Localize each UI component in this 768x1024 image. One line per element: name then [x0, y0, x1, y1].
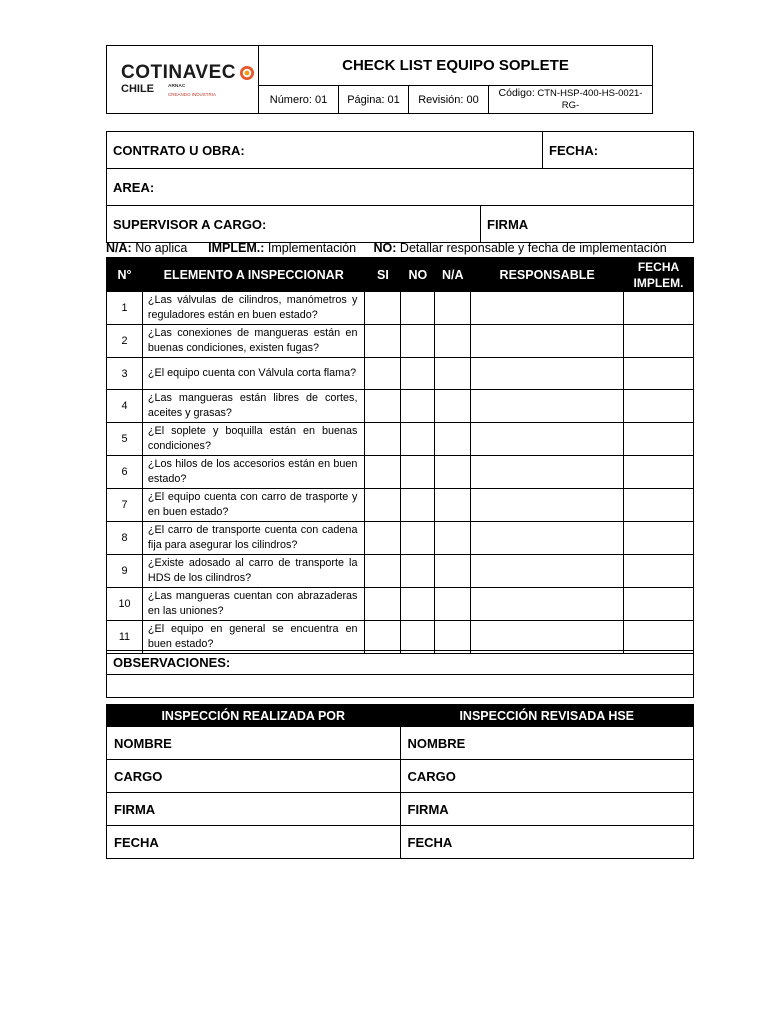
fecha-implem-field[interactable]: [624, 358, 694, 390]
responsable-field[interactable]: [471, 456, 624, 489]
document-code-label: Código:: [498, 87, 535, 99]
logo: [107, 46, 259, 114]
logo-country: CHILE: [121, 82, 154, 95]
observaciones-field[interactable]: [107, 675, 694, 698]
fecha-field[interactable]: FECHA:: [543, 132, 694, 169]
row-number: 1: [107, 292, 143, 325]
header-si: SI: [365, 258, 401, 292]
no-checkbox[interactable]: [401, 555, 435, 588]
no-checkbox[interactable]: [401, 489, 435, 522]
sig-right-field[interactable]: CARGO: [400, 760, 694, 793]
na-checkbox[interactable]: [435, 522, 471, 555]
row-number: 2: [107, 325, 143, 358]
no-checkbox[interactable]: [401, 456, 435, 489]
responsable-field[interactable]: [471, 489, 624, 522]
sig-left-field[interactable]: FECHA: [107, 826, 401, 859]
document-revision: Revisión: 00: [409, 86, 489, 114]
no-checkbox[interactable]: [401, 390, 435, 423]
no-checkbox[interactable]: [401, 588, 435, 621]
si-checkbox[interactable]: [365, 390, 401, 423]
sig-left-field[interactable]: CARGO: [107, 760, 401, 793]
observaciones-table: [106, 650, 694, 698]
checklist-header-row: [107, 258, 694, 292]
sig-right-field[interactable]: NOMBRE: [400, 727, 694, 760]
row-number: 11: [107, 621, 143, 654]
sig-left-field[interactable]: FIRMA: [107, 793, 401, 826]
na-checkbox[interactable]: [435, 325, 471, 358]
row-question: ¿Las válvulas de cilindros, manómetros y reguladores están en buen estado?: [142, 292, 365, 325]
sig-header-right: INSPECCIÓN REVISADA HSE: [400, 705, 694, 727]
responsable-field[interactable]: [471, 358, 624, 390]
header-fecha-line2: IMPLEM.: [633, 275, 684, 290]
na-checkbox[interactable]: [435, 621, 471, 654]
row-question: ¿El equipo cuenta con Válvula corta flama?: [142, 358, 365, 390]
row-question: ¿El equipo en general se encuentra en buen estado?: [142, 621, 365, 654]
responsable-field[interactable]: [471, 292, 624, 325]
checklist-row: [107, 588, 694, 621]
si-checkbox[interactable]: [365, 292, 401, 325]
checklist-body: [107, 292, 694, 654]
area-field[interactable]: AREA:: [107, 169, 694, 206]
logo-wordmark: COTINAVEC: [121, 61, 236, 83]
signature-row: [107, 793, 694, 826]
row-question: ¿Las mangueras cuentan con abrazaderas en las uniones?: [142, 588, 365, 621]
no-checkbox[interactable]: [401, 358, 435, 390]
fecha-implem-field[interactable]: [624, 423, 694, 456]
fecha-implem-field[interactable]: [624, 390, 694, 423]
header-num: N°: [107, 258, 143, 292]
checklist-row: [107, 390, 694, 423]
na-checkbox[interactable]: [435, 390, 471, 423]
no-checkbox[interactable]: [401, 522, 435, 555]
row-number: 4: [107, 390, 143, 423]
row-question: ¿El soplete y boquilla están en buenas condiciones?: [142, 423, 365, 456]
na-checkbox[interactable]: [435, 588, 471, 621]
row-number: 9: [107, 555, 143, 588]
row-question: ¿Los hilos de los accesorios están en buen estado?: [142, 456, 365, 489]
legend-no-key: NO:: [373, 241, 397, 255]
responsable-field[interactable]: [471, 423, 624, 456]
no-checkbox[interactable]: [401, 621, 435, 654]
logo-swirl-icon: [239, 64, 255, 82]
logo-subbrand: ARNAC: [168, 83, 186, 89]
na-checkbox[interactable]: [435, 423, 471, 456]
header-na: N/A: [435, 258, 471, 292]
na-checkbox[interactable]: [435, 555, 471, 588]
no-checkbox[interactable]: [401, 292, 435, 325]
na-checkbox[interactable]: [435, 358, 471, 390]
si-checkbox[interactable]: [365, 456, 401, 489]
legend: [106, 241, 706, 255]
checklist-row: [107, 292, 694, 325]
checklist-row: [107, 522, 694, 555]
signature-row: [107, 760, 694, 793]
na-checkbox[interactable]: [435, 292, 471, 325]
row-question: ¿Las mangueras están libres de cortes, aceites y grasas?: [142, 390, 365, 423]
document-header: [106, 45, 653, 114]
checklist-row: [107, 325, 694, 358]
fecha-implem-field[interactable]: [624, 522, 694, 555]
si-checkbox[interactable]: [365, 588, 401, 621]
info-table: [106, 131, 694, 243]
row-number: 8: [107, 522, 143, 555]
row-number: 10: [107, 588, 143, 621]
legend-impl-key: IMPLEM.:: [208, 241, 265, 255]
fecha-implem-field[interactable]: [624, 588, 694, 621]
checklist-row: [107, 423, 694, 456]
row-question: ¿Las conexiones de mangueras están en buenas condiciones, existen fugas?: [142, 325, 365, 358]
logo-subtext: CREANDO INDUSTRIA: [168, 91, 217, 97]
si-checkbox[interactable]: [365, 489, 401, 522]
header-fecha-line1: FECHA: [637, 259, 680, 274]
checklist-row: [107, 621, 694, 654]
responsable-field[interactable]: [471, 390, 624, 423]
legend-na-text: No aplica: [135, 241, 188, 255]
signature-table: [106, 704, 694, 859]
fecha-implem-field[interactable]: [624, 621, 694, 654]
document-title: CHECK LIST EQUIPO SOPLETE: [259, 46, 653, 86]
checklist-row: [107, 456, 694, 489]
sig-right-field[interactable]: FECHA: [400, 826, 694, 859]
responsable-field[interactable]: [471, 588, 624, 621]
responsable-field[interactable]: [471, 522, 624, 555]
sig-left-field[interactable]: NOMBRE: [107, 727, 401, 760]
signature-row: [107, 727, 694, 760]
na-checkbox[interactable]: [435, 456, 471, 489]
no-checkbox[interactable]: [401, 325, 435, 358]
legend-no-text: Detallar responsable y fecha de implementación: [399, 241, 667, 255]
signature-row: [107, 826, 694, 859]
sig-right-field[interactable]: FIRMA: [400, 793, 694, 826]
si-checkbox[interactable]: [365, 522, 401, 555]
fecha-implem-field[interactable]: [624, 489, 694, 522]
si-checkbox[interactable]: [365, 358, 401, 390]
checklist-row: [107, 489, 694, 522]
row-number: 7: [107, 489, 143, 522]
row-question: ¿Existe adosado al carro de transporte la HDS de los cilindros?: [142, 555, 365, 588]
header-fecha-implem: [624, 258, 694, 292]
legend-na-key: N/A:: [106, 241, 132, 255]
checklist-table: [106, 257, 694, 654]
si-checkbox[interactable]: [365, 423, 401, 456]
checklist-row: [107, 555, 694, 588]
fecha-implem-field[interactable]: [624, 325, 694, 358]
si-checkbox[interactable]: [365, 325, 401, 358]
no-checkbox[interactable]: [401, 423, 435, 456]
header-elemento: ELEMENTO A INSPECCIONAR: [142, 258, 365, 292]
responsable-field[interactable]: [471, 621, 624, 654]
row-number: 3: [107, 358, 143, 390]
document-code: [489, 86, 653, 114]
document-number: Número: 01: [259, 86, 339, 114]
responsable-field[interactable]: [471, 325, 624, 358]
contrato-field[interactable]: CONTRATO U OBRA:: [107, 132, 543, 169]
row-question: ¿El carro de transporte cuenta con cadena fija para asegurar los cilindros?: [142, 522, 365, 555]
fecha-implem-field[interactable]: [624, 555, 694, 588]
header-no: NO: [401, 258, 435, 292]
row-number: 5: [107, 423, 143, 456]
document-page: Página: 01: [339, 86, 409, 114]
header-responsable: RESPONSABLE: [471, 258, 624, 292]
fecha-implem-field[interactable]: [624, 456, 694, 489]
row-number: 6: [107, 456, 143, 489]
document-code-value: CTN-HSP-400-HS-0021-RG-: [537, 88, 643, 111]
legend-impl-text: Implementación: [267, 241, 357, 255]
responsable-field[interactable]: [471, 555, 624, 588]
sig-header-left: INSPECCIÓN REALIZADA POR: [107, 705, 401, 727]
na-checkbox[interactable]: [435, 489, 471, 522]
si-checkbox[interactable]: [365, 621, 401, 654]
observaciones-label: OBSERVACIONES:: [107, 651, 694, 675]
fecha-implem-field[interactable]: [624, 292, 694, 325]
signature-body: [107, 727, 694, 859]
si-checkbox[interactable]: [365, 555, 401, 588]
supervisor-field[interactable]: SUPERVISOR A CARGO:: [107, 206, 481, 243]
row-question: ¿El equipo cuenta con carro de trasporte y en buen estado?: [142, 489, 365, 522]
firma-field[interactable]: FIRMA: [481, 206, 694, 243]
checklist-row: [107, 358, 694, 390]
